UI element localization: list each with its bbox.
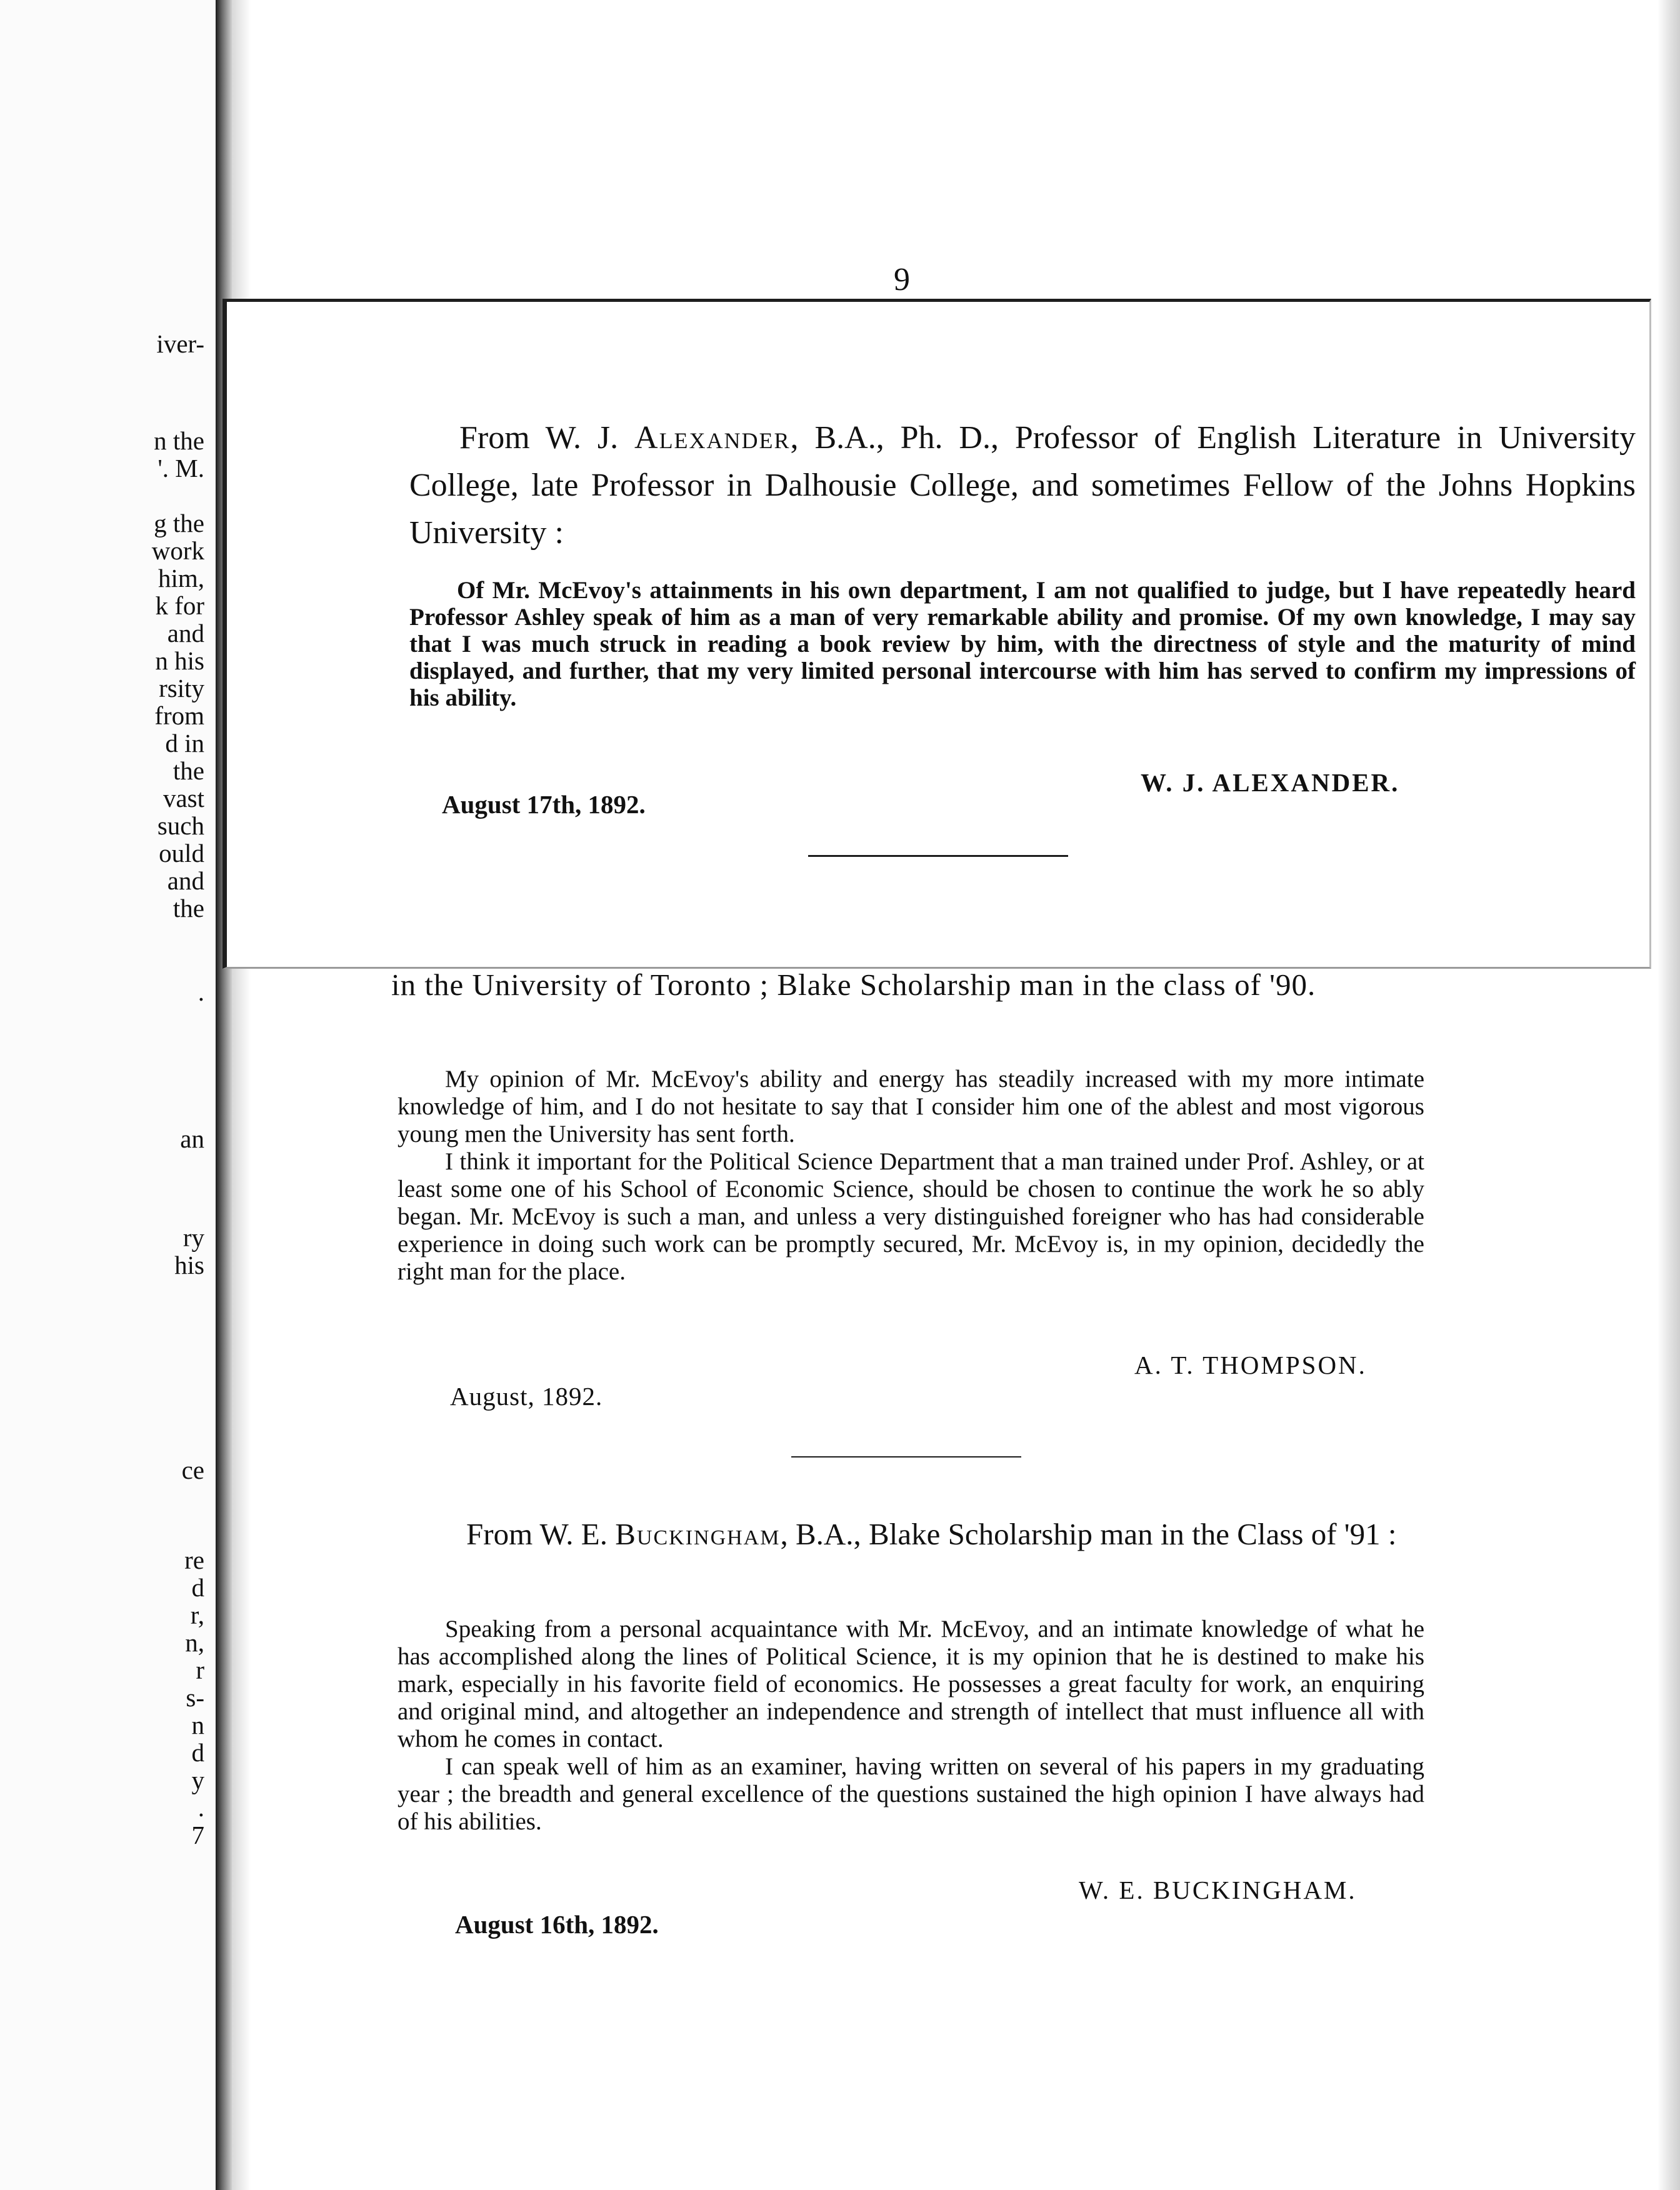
margin-word: n	[191, 1711, 204, 1739]
margin-word: vast	[162, 784, 204, 812]
margin-word: rsity	[159, 674, 204, 702]
margin-word: n the	[154, 426, 204, 455]
letter-paragraph: Of Mr. McEvoy's attainments in his own department, I am not qualified to judge, but I have repeatedly heard Professor Ashley speak of him as a man of very remarkable ability and promise. Of my own knowledge, I may say that I was much struck in reading a book review by him, with the directness of style and the maturity of mind displayed, and further, that my very limited personal intercourse with him has served to confirm my impressions of his ability.	[409, 577, 1636, 711]
margin-word: ce	[181, 1456, 204, 1484]
previous-page-fragment	[0, 0, 216, 2190]
margin-word: ry	[182, 1223, 204, 1252]
thompson-letter-body	[398, 1066, 1424, 1286]
thompson-signature: A. T. THOMPSON.	[1134, 1351, 1367, 1379]
letter-paragraph: I can speak well of him as an examiner, having written on several of his papers in my graduating year ; the breadth and general excellence of the questions sustained the high opinion I have always had of his abilities.	[398, 1753, 1424, 1835]
margin-word: ould	[159, 839, 204, 868]
buckingham-signature: W. E. BUCKINGHAM.	[1079, 1876, 1357, 1904]
heading-suffix: , B.A., Blake Scholarship man in the Class of '91 :	[780, 1517, 1397, 1551]
author-name: Alexander	[634, 420, 791, 456]
alexander-heading	[409, 414, 1636, 557]
margin-word: '. M.	[158, 454, 204, 482]
alexander-signature: W. J. ALEXANDER.	[1141, 768, 1400, 797]
margin-word: and	[167, 619, 204, 648]
heading-suffix: , B.A., Ph. D., Professor of English Literature in University College, late Professor in Dalhousie College, and sometimes Fellow of the Johns Hopkins University :	[409, 420, 1636, 551]
alexander-letter-body	[409, 577, 1636, 711]
margin-word: d	[191, 1738, 204, 1767]
heading-prefix: From W. J.	[459, 420, 635, 456]
margin-word: him,	[158, 564, 204, 592]
margin-word: y	[191, 1766, 204, 1794]
margin-word: r	[196, 1656, 204, 1684]
margin-word: d	[191, 1573, 204, 1602]
buckingham-date: August 16th, 1892.	[455, 1910, 659, 1939]
buckingham-heading	[398, 1512, 1429, 1556]
thompson-heading-continued: in the University of Toronto ; Blake Scholarship man in the class of '90.	[391, 968, 1316, 1002]
margin-word: work	[151, 536, 204, 565]
margin-word: .	[198, 1793, 204, 1822]
margin-word: d in	[165, 729, 204, 758]
thompson-date: August, 1892.	[450, 1382, 603, 1411]
margin-word: the	[172, 756, 204, 785]
margin-word: from	[154, 701, 204, 730]
letter-paragraph: Speaking from a personal acquaintance with Mr. McEvoy, and an intimate knowledge of what he has accomplished along the lines of Political Science, it is my opinion that he is destined to make his mark, especially in his favorite field of economics. He possesses a great faculty for work, an enquiring and original mind, and altogether an independence and strength of intellect that must influence all with whom he comes in contact.	[398, 1616, 1424, 1752]
margin-word: an	[180, 1124, 204, 1153]
margin-word: .	[198, 978, 204, 1006]
margin-word: k for	[155, 591, 204, 620]
page-number: 9	[894, 262, 910, 298]
alexander-date: August 17th, 1892.	[442, 790, 646, 819]
section-divider	[808, 855, 1068, 857]
heading-prefix: From W. E.	[466, 1517, 616, 1551]
section-divider	[791, 1456, 1021, 1458]
margin-word: g the	[154, 509, 204, 538]
margin-word: such	[157, 811, 204, 840]
margin-word: 7	[191, 1821, 204, 1849]
letter-paragraph: I think it important for the Political Science Department that a man trained under Prof. Ashley, or at least some one of his School of Economic Science, should be chosen to continue the work he so ably began. Mr. McEvoy is such a man, and unless a very distinguished foreigner who has had considerable experience in doing such work can be promptly secured, Mr. McEvoy is, in my opinion, decidedly the right man for the place.	[398, 1148, 1424, 1285]
margin-word: re	[184, 1546, 204, 1574]
letter-paragraph: My opinion of Mr. McEvoy's ability and energy has steadily increased with my more intimate knowledge of him, and I do not hesitate to say that I consider him one of the ablest and most vigorous young men the University has sent forth.	[398, 1066, 1424, 1148]
pasted-letter-slip	[222, 299, 1651, 969]
margin-word: the	[172, 894, 204, 922]
margin-word: his	[174, 1251, 204, 1279]
author-name: Buckingham	[615, 1517, 781, 1551]
buckingham-letter-body	[398, 1616, 1424, 1836]
margin-word: n his	[155, 646, 204, 675]
margin-word: s-	[186, 1683, 204, 1712]
margin-word: n,	[185, 1628, 204, 1657]
margin-word: r,	[190, 1601, 204, 1629]
margin-word: and	[167, 866, 204, 895]
page-edge	[1658, 0, 1680, 2190]
margin-word: iver-	[156, 329, 204, 358]
